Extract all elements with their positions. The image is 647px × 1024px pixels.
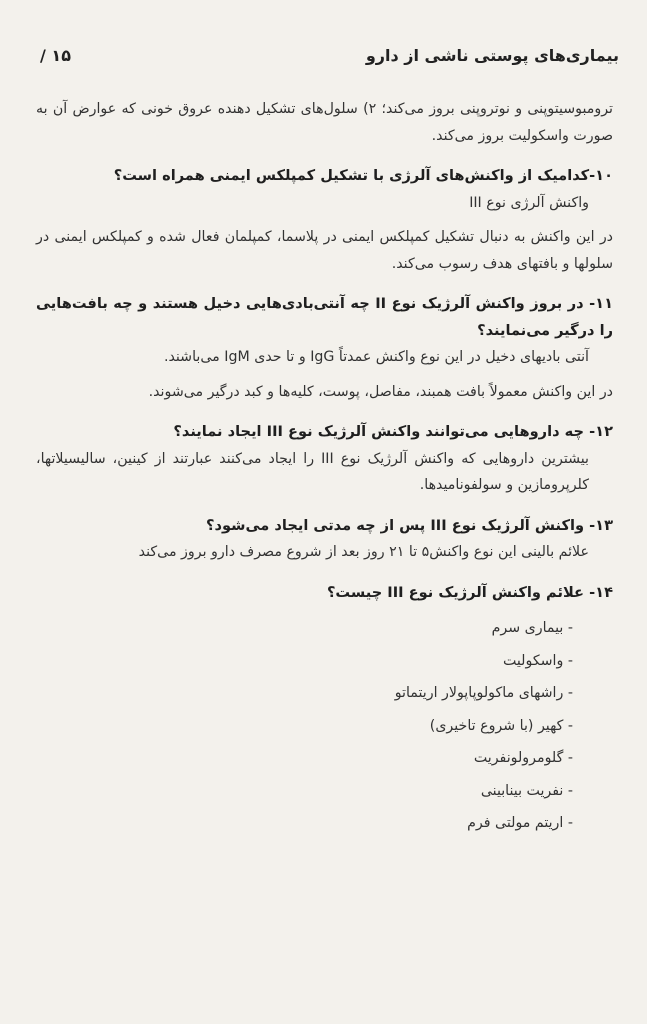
page-header (40, 46, 619, 65)
list-item: - اریتم مولتی فرم (36, 807, 573, 840)
list-item: - گلومرولونفریت (36, 742, 573, 775)
answer-10-detail: در این واکنش به دنبال تشکیل کمپلکس ایمنی در پلاسما، کمپلمان فعال شده و کمپلکس ایمنی در سلولها و بافتهای هدف رسوب می‌کند. (36, 229, 613, 272)
list-item: - کهیر (با شروع تاخیری) (36, 710, 573, 743)
answer-11-antibodies: آنتی بادیهای دخیل در این نوع واکنش عمدتاً IgG و تا حدی IgM می‌باشند. (163, 349, 589, 365)
answer-10-short: واکنش آلرژی نوع III (469, 194, 589, 211)
question-14: ۱۴- علائم واکنش آلرژیک نوع III چیست؟ (326, 583, 613, 601)
question-11: ۱۱- در بروز واکنش آلرژیک نوع II چه آنتی‌بادی‌هایی دخیل هستند و چه بافت‌هایی را درگیر می‌نمایند؟ (36, 295, 613, 339)
list-item: - راشهای ماکولوپاپولار اریتماتو (36, 677, 573, 710)
answer-12: بیشترین داروهایی که واکنش آلرژیک نوع III را ایجاد می‌کنند عبارتند از کینین، سالیسیلاتها، کلرپرومازین و سولفونامیدها. (36, 450, 589, 493)
question-13: ۱۳- واکنش آلرژیک نوع III پس از چه مدتی ایجاد می‌شود؟ (206, 516, 613, 534)
list-item: - بیماری سرم (36, 612, 573, 645)
list-item: - نفریت بینابینی (36, 775, 573, 808)
question-12: ۱۲- چه داروهایی می‌توانند واکنش آلرژیک نوع III ایجاد نمایند؟ (173, 423, 613, 440)
answer-13: علائم بالینی این نوع واکنش۵ تا ۲۱ روز بعد از شروع مصرف دارو بروز می‌کند (138, 544, 589, 560)
page-number: ۱۵ / (40, 46, 71, 65)
answer-11-tissues: در این واکنش معمولاً بافت همبند، مفاصل، پوست، کلیه‌ها و کبد درگیر می‌شوند. (148, 383, 613, 400)
question-10: ۱۰-کدامیک از واکنش‌های آلرژی با تشکیل کمپلکس ایمنی همراه است؟ (113, 167, 613, 184)
list-item: - واسکولیت (36, 645, 573, 678)
chapter-title: بیماری‌های پوستی ناشی از دارو (365, 46, 619, 65)
page-body (36, 96, 613, 840)
intro-paragraph: ترومبوسیتوپنی و نوتروپنی بروز می‌کند؛ ۲) سلول‌های تشکیل دهنده عروق خونی که عوارض آن به صورت واسکولیت بروز می‌کند. (36, 101, 613, 144)
symptom-list (36, 612, 613, 840)
